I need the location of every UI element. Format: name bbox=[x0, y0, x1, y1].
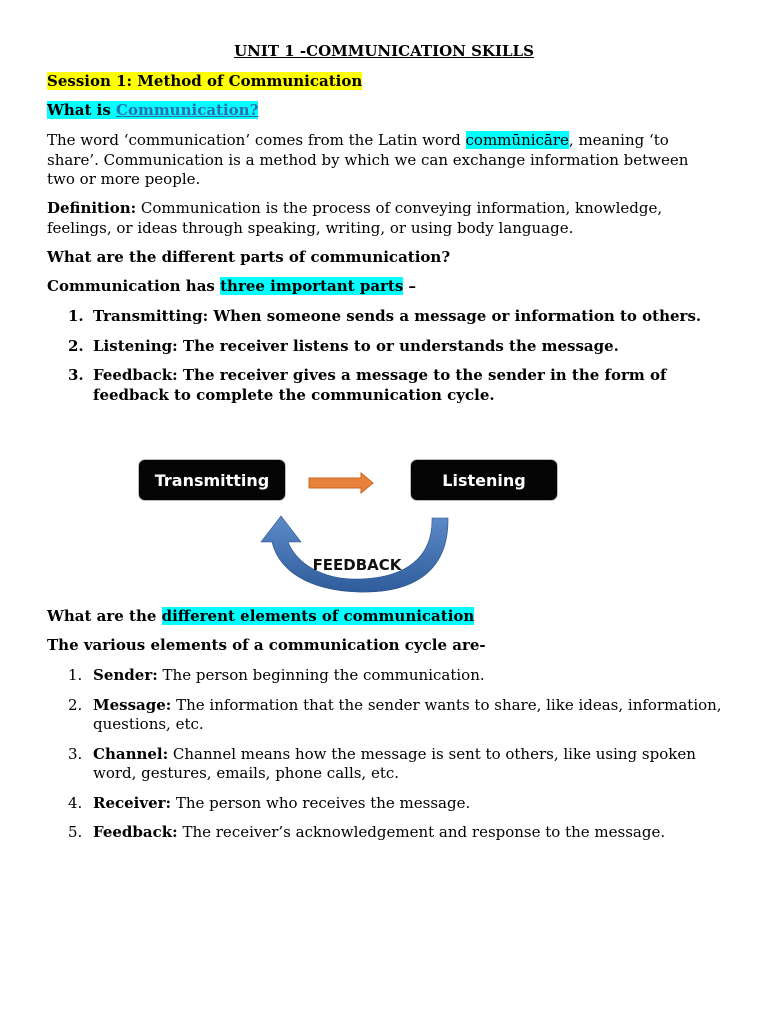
what-is-heading bbox=[47, 101, 258, 121]
list-item bbox=[47, 337, 727, 357]
diagram-arrows bbox=[137, 452, 567, 597]
session-heading bbox=[47, 72, 362, 92]
definition-paragraph bbox=[47, 199, 719, 238]
latin-word: commūnicāre bbox=[465, 131, 569, 149]
parts-list bbox=[47, 307, 727, 405]
communication-link[interactable]: Communication? bbox=[116, 101, 259, 119]
list-item bbox=[47, 666, 727, 686]
list-item bbox=[47, 307, 727, 327]
elements-list bbox=[47, 666, 727, 843]
element-text: The person who receives the message. bbox=[171, 793, 471, 812]
elements-question bbox=[47, 607, 474, 627]
page-title: UNIT 1 -COMMUNICATION SKILLS bbox=[234, 42, 534, 60]
intro-before: The word ‘communication’ comes from the Latin word bbox=[47, 131, 466, 149]
list-item bbox=[47, 696, 727, 735]
element-text: The information that the sender wants to share, like ideas, information, questions, etc. bbox=[93, 695, 722, 733]
parts-intro bbox=[47, 277, 416, 297]
parts-question: What are the different parts of communication? bbox=[47, 248, 451, 266]
parts-intro-before: Communication has bbox=[47, 277, 221, 295]
list-number: 2. bbox=[68, 336, 84, 355]
list-text: Feedback: The receiver gives a message to the sender in the form of feedback to complete the communication cycle. bbox=[93, 366, 667, 404]
list-text: Listening: The receiver listens to or understands the message. bbox=[93, 336, 619, 355]
list-number: 3. bbox=[68, 744, 83, 763]
intro-after: , meaning ‘to share’. Communication is a method by which we can exchange information between two or more people. bbox=[47, 131, 689, 188]
element-label: Receiver: bbox=[93, 793, 172, 812]
session-heading-text: Session 1: Method of Communication bbox=[47, 72, 363, 90]
communication-cycle-diagram bbox=[137, 452, 567, 597]
parts-intro-after: – bbox=[403, 277, 417, 295]
element-label: Feedback: bbox=[93, 823, 178, 841]
list-number: 1. bbox=[68, 307, 84, 325]
element-label: Sender: bbox=[93, 666, 158, 684]
list-item bbox=[47, 366, 727, 405]
element-label: Channel: bbox=[93, 744, 169, 763]
list-number: 2. bbox=[68, 695, 83, 714]
feedback-curve-arrow-icon bbox=[261, 516, 448, 592]
definition-text: Communication is the process of conveying information, knowledge, feelings, or ideas through speaking, writing, or using body language. bbox=[47, 199, 663, 237]
definition-label: Definition: bbox=[47, 199, 137, 217]
what-is-highlight bbox=[47, 101, 258, 119]
list-item bbox=[47, 794, 727, 814]
element-text: Channel means how the message is sent to others, like using spoken word, gestures, emails, phone calls, etc. bbox=[93, 744, 696, 782]
element-text: The person beginning the communication. bbox=[157, 666, 485, 684]
elements-intro: The various elements of a communication cycle are- bbox=[47, 636, 486, 654]
list-text: Transmitting: When someone sends a message or information to others. bbox=[93, 307, 702, 325]
feedback-label: FEEDBACK bbox=[312, 556, 402, 574]
list-item bbox=[47, 823, 727, 843]
element-label: Message: bbox=[93, 695, 172, 714]
right-arrow-icon bbox=[309, 473, 373, 493]
listening-box: Listening bbox=[411, 460, 557, 500]
elements-question-highlight: different elements of communication bbox=[161, 607, 475, 625]
list-number: 4. bbox=[68, 793, 83, 812]
element-text: The receiver’s acknowledgement and response to the message. bbox=[177, 823, 666, 841]
parts-intro-highlight: three important parts bbox=[220, 277, 404, 295]
list-item bbox=[47, 745, 727, 784]
list-number: 1. bbox=[68, 666, 83, 684]
list-number: 5. bbox=[68, 823, 83, 841]
transmitting-box: Transmitting bbox=[139, 460, 285, 500]
elements-question-before: What are the bbox=[47, 607, 162, 625]
list-number: 3. bbox=[68, 366, 84, 384]
what-is-prefix: What is bbox=[47, 101, 116, 119]
intro-paragraph bbox=[47, 131, 719, 190]
